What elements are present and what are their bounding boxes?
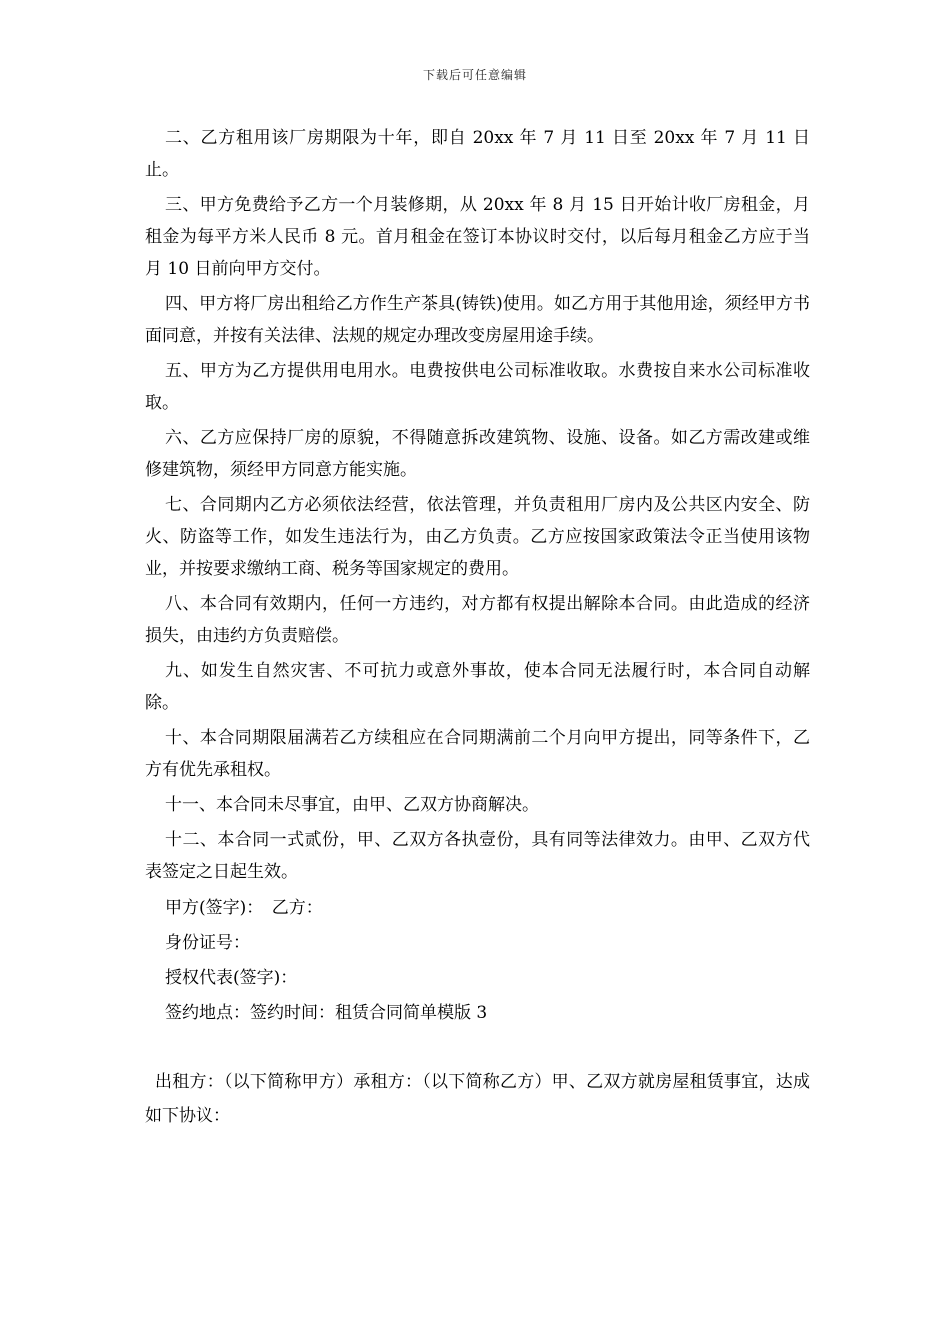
clause-6: 六、乙方应保持厂房的原貌，不得随意拆改建筑物、设施、设备。如乙方需改建或维修建筑物，须经甲方同意方能实施。 <box>145 428 810 480</box>
clause-4: 四、甲方将厂房出租给乙方作生产茶具(铸铁)使用。如乙方用于其他用途，须经甲方书面同意，并按有关法律、法规的规定办理改变房屋用途手续。 <box>145 294 810 346</box>
signature-authorized-rep: 授权代表(签字)： <box>165 968 298 988</box>
signature-place-time: 签约地点：签约时间：租赁合同简单模版 3 <box>165 1003 488 1023</box>
signature-id-number: 身份证号： <box>165 933 250 953</box>
clause-3: 三、甲方免费给予乙方一个月装修期，从 20xx 年 8 月 15 日开始计收厂房租金，月租金为每平方米人民币 8 元。首月租金在签订本协议时交付，以后每月租金乙方应于当月 10 日前向甲方交付。 <box>145 195 810 279</box>
clause-9: 九、如发生自然灾害、不可抗力或意外事故，使本合同无法履行时，本合同自动解除。 <box>145 661 810 713</box>
clause-5: 五、甲方为乙方提供用电用水。电费按供电公司标准收取。水费按自来水公司标准收取。 <box>145 361 810 413</box>
document-body <box>145 122 810 1136</box>
section-gap <box>145 1031 810 1065</box>
clause-12: 十二、本合同一式贰份，甲、乙双方各执壹份，具有同等法律效力。由甲、乙双方代表签定之日起生效。 <box>145 830 810 882</box>
clause-11: 十一、本合同未尽事宜，由甲、乙双方协商解决。 <box>165 795 539 815</box>
page-header: 下载后可任意编辑 <box>422 68 527 82</box>
clause-2: 二、乙方租用该厂房期限为十年，即自 20xx 年 7 月 11 日至 20xx 年 7 月 11 日止。 <box>145 128 810 180</box>
clause-7: 七、合同期内乙方必须依法经营，依法管理，并负责租用厂房内及公共区内安全、防火、防盗等工作，如发生违法行为，由乙方负责。乙方应按国家政策法令正当使用该物业，并按要求缴纳工商、税务等国家规定的费用。 <box>145 495 810 579</box>
lease-intro: 出租方：（以下简称甲方）承租方：（以下简称乙方）甲、乙双方就房屋租赁事宜，达成如下协议： <box>145 1072 810 1126</box>
signature-parties: 甲方(签字)： 乙方： <box>165 898 323 918</box>
clause-10: 十、本合同期限届满若乙方续租应在合同期满前二个月向甲方提出，同等条件下，乙方有优先承租权。 <box>145 728 810 780</box>
clause-8: 八、本合同有效期内，任何一方违约，对方都有权提出解除本合同。由此造成的经济损失，由违约方负责赔偿。 <box>145 594 810 646</box>
